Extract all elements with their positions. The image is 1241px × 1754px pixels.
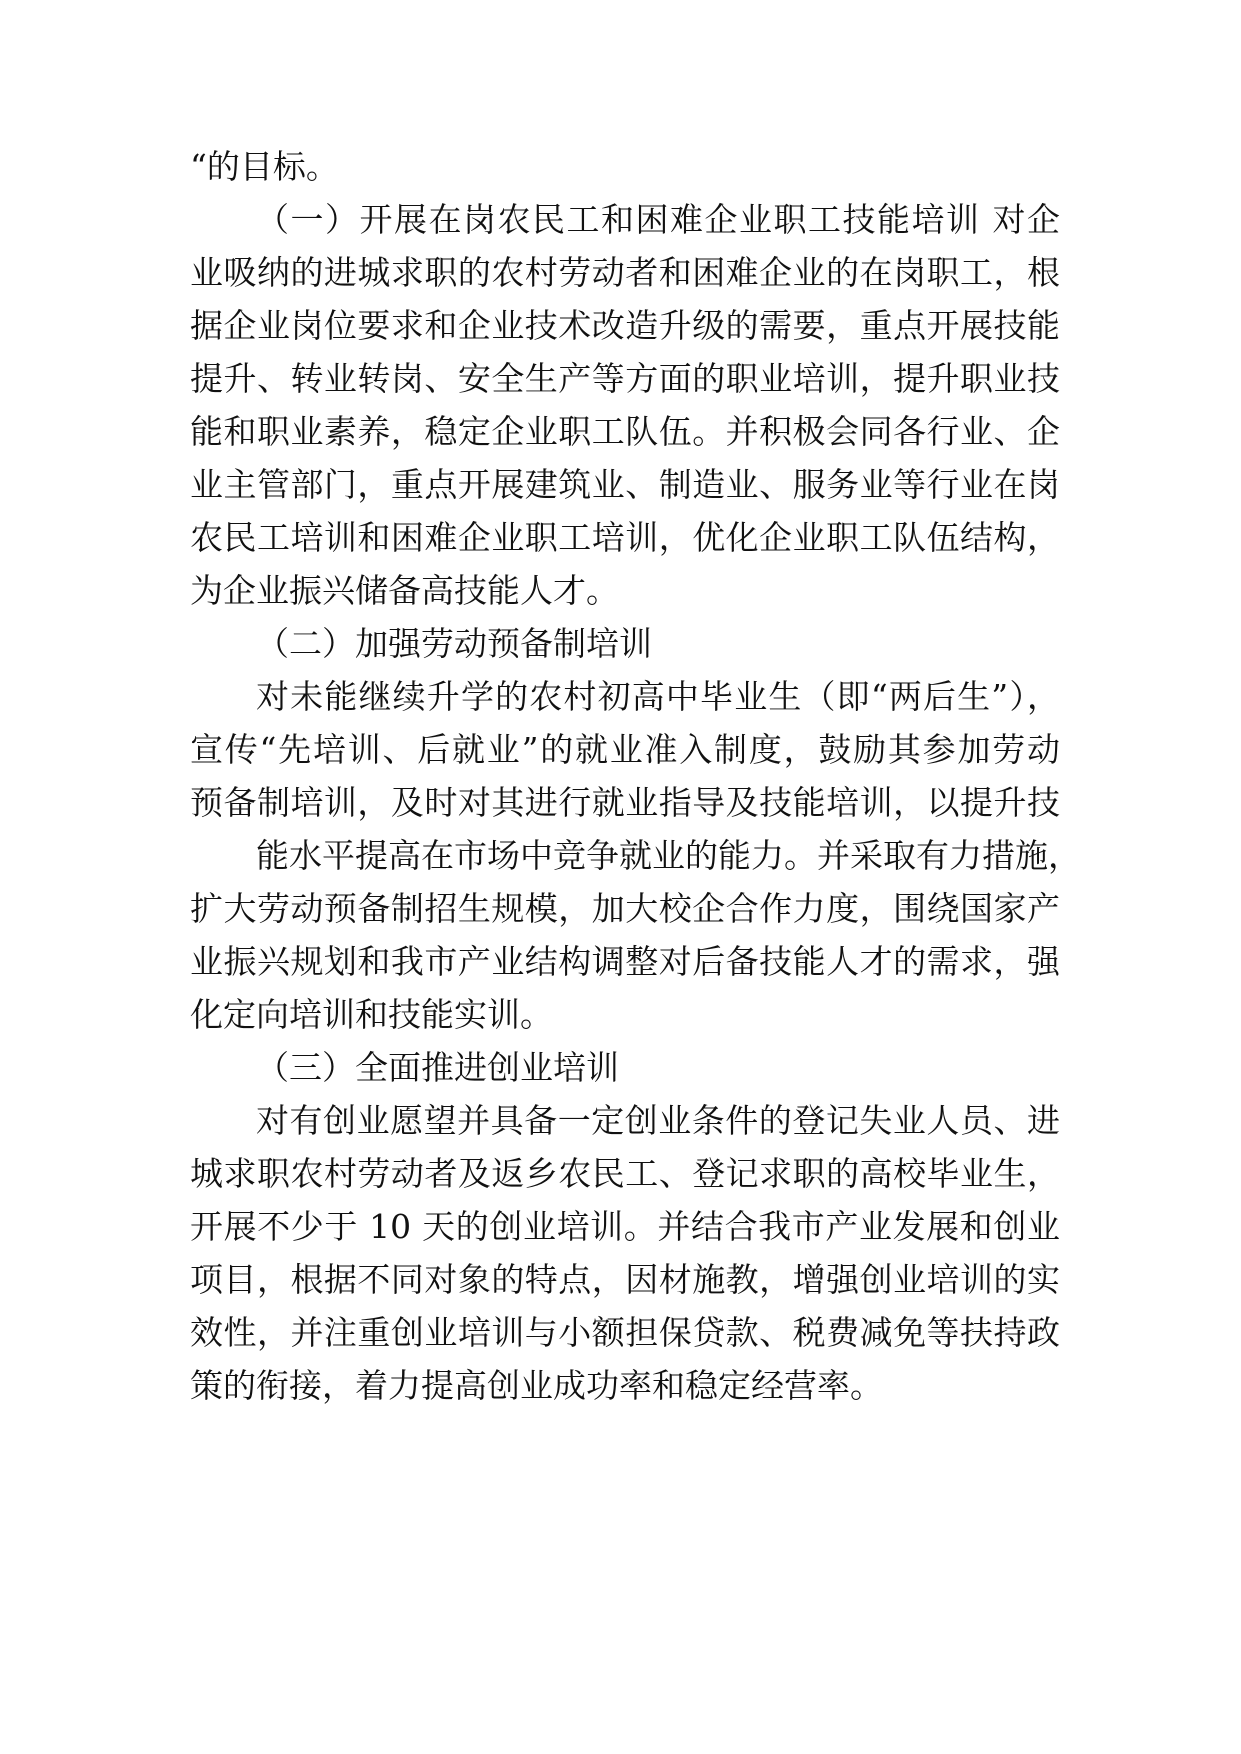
text-line: 据企业岗位要求和企业技术改造升级的需要，重点开展技能 (190, 306, 1060, 345)
text-line: 业振兴规划和我市产业结构调整对后备技能人才的需求，强 (190, 942, 1060, 981)
text-line: 城求职农村劳动者及返乡农民工、登记求职的高校毕业生， (190, 1154, 1060, 1193)
text-line: 业主管部门，重点开展建筑业、制造业、服务业等行业在岗 (190, 465, 1060, 504)
text-line: 化定向培训和技能实训。 (190, 995, 553, 1034)
text-line: 能和职业素养，稳定企业职工队伍。并积极会同各行业、企 (190, 412, 1060, 451)
text-line: 对有创业愿望并具备一定创业条件的登记失业人员、进 (256, 1101, 1060, 1140)
text-line: 业吸纳的进城求职的农村劳动者和困难企业的在岗职工，根 (190, 253, 1060, 292)
text-line: 开展不少于 10 天的创业培训。并结合我市产业发展和创业 (190, 1207, 1060, 1246)
text-line: 扩大劳动预备制招生规模，加大校企合作力度，围绕国家产 (190, 889, 1060, 928)
text-line: 效性，并注重创业培训与小额担保贷款、税费减免等扶持政 (190, 1313, 1060, 1352)
text-line: “的目标。 (190, 147, 339, 186)
text-line: 宣传“先培训、后就业”的就业准入制度，鼓励其参加劳动 (190, 730, 1060, 769)
section-heading-2: （二）加强劳动预备制培训 (256, 624, 652, 663)
text-line: 项目，根据不同对象的特点，因材施教，增强创业培训的实 (190, 1260, 1060, 1299)
text-line: 能水平提高在市场中竞争就业的能力。并采取有力措施， (256, 836, 1081, 875)
section-heading-3: （三）全面推进创业培训 (256, 1048, 619, 1087)
text-line: 农民工培训和困难企业职工培训，优化企业职工队伍结构， (190, 518, 1060, 557)
text-line: 为企业振兴储备高技能人才。 (190, 571, 619, 610)
text-line: 提升、转业转岗、安全生产等方面的职业培训，提升职业技 (190, 359, 1060, 398)
text-line: 策的衔接，着力提高创业成功率和稳定经营率。 (190, 1366, 883, 1405)
text-line: 对未能继续升学的农村初高中毕业生（即“两后生”）， (256, 677, 1060, 716)
section-heading-1: （一）开展在岗农民工和困难企业职工技能培训 对企 (256, 200, 1060, 239)
text-line: 预备制培训，及时对其进行就业指导及技能培训，以提升技 (190, 783, 1060, 822)
